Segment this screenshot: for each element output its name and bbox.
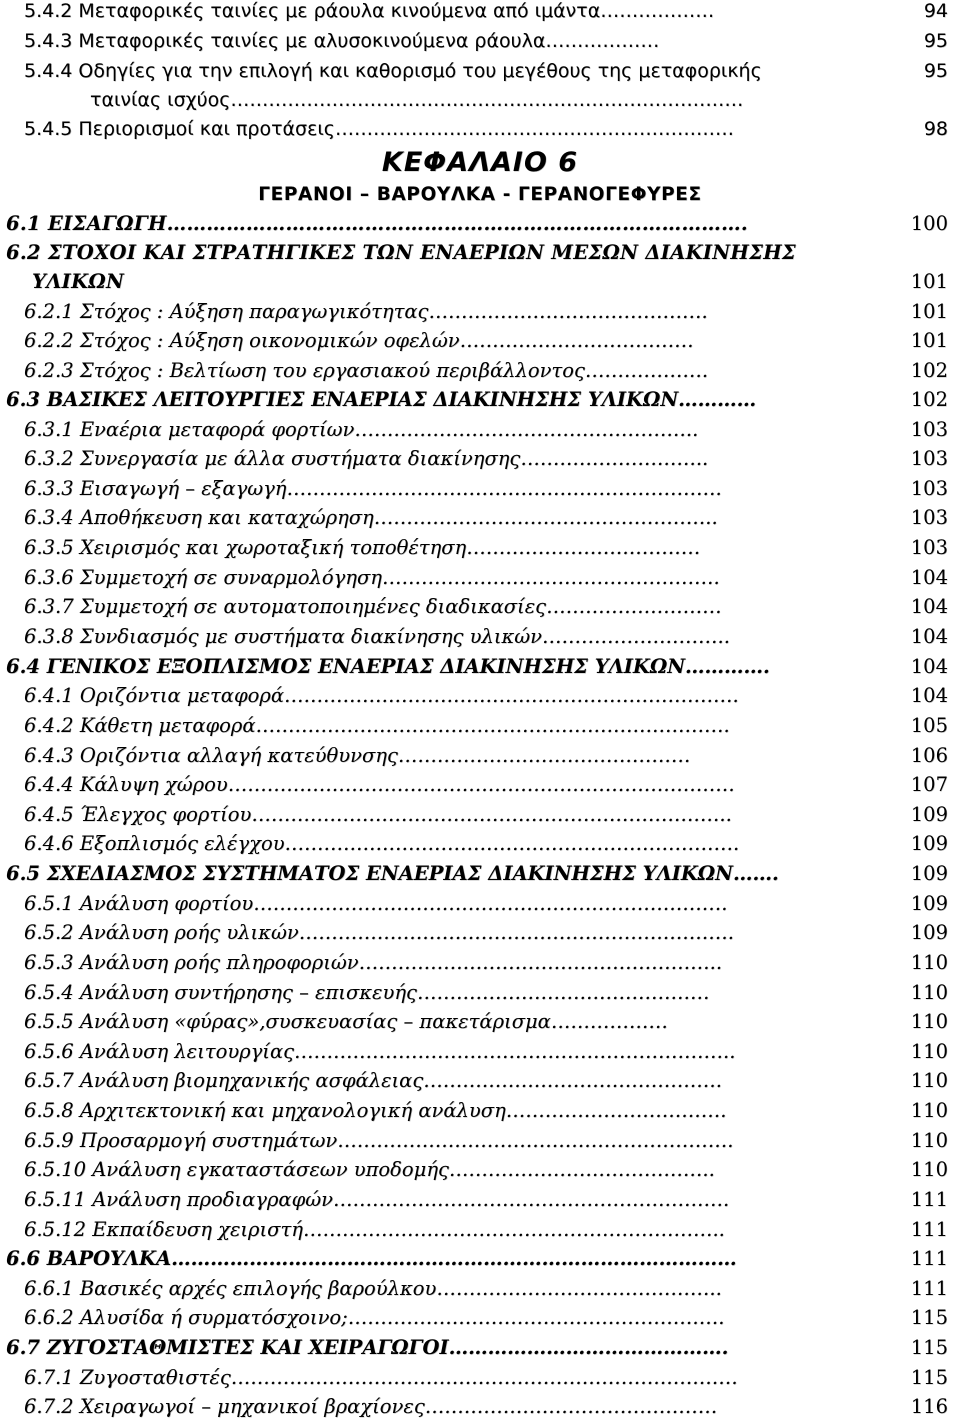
chapter-title: ΚΕΦΑΛΑΙΟ 6 bbox=[381, 147, 579, 178]
toc-entry-text: 6.5.11 Ανάλυση προδιαγραφών……………………………………………………. bbox=[24, 1188, 730, 1211]
toc-page-number: 110 bbox=[910, 1129, 948, 1152]
toc-entry-text: 6.1 ΕΙΣΑΓΩΓΗ……………………………………………………………………………. bbox=[6, 212, 748, 235]
toc-page-number: 104 bbox=[910, 655, 948, 678]
toc-entry bbox=[0, 1274, 960, 1304]
toc-entry-text: 6.3.8 Συνδιασμός με συστήματα διακίνησης υλικών……………………….. bbox=[24, 625, 730, 648]
toc-entry-text: 6.4 ΓΕΝΙΚΟΣ ΕΞΟΠΛΙΣΜΟΣ ΕΝΑΕΡΙΑΣ ΔΙΑΚΙΝΗΣΗΣ ΥΛΙΚΩΝ…………. bbox=[6, 655, 770, 678]
toc-entry-text: 6.5.1 Ανάλυση φορτίου………………………………………………………………. bbox=[24, 892, 728, 915]
toc-entry-text: 5.4.5 Περιορισμοί και προτάσεις……………………………………………………… bbox=[24, 118, 734, 140]
toc-entry bbox=[0, 1096, 960, 1126]
toc-page-number: 111 bbox=[910, 1218, 948, 1241]
toc-entry bbox=[0, 1215, 960, 1245]
toc-page-number: 103 bbox=[910, 447, 948, 470]
toc-entry-text: 6.3.6 Συμμετοχή σε συναρμολόγηση……………………………………………. bbox=[24, 566, 720, 589]
toc-entry bbox=[0, 1363, 960, 1393]
toc-entry bbox=[0, 326, 960, 356]
toc-page-number: 100 bbox=[910, 212, 948, 235]
toc-entry bbox=[0, 297, 960, 327]
toc-page-number: 110 bbox=[910, 1010, 948, 1033]
toc-section bbox=[0, 859, 960, 889]
toc-page-number: 104 bbox=[910, 566, 948, 589]
toc-entry-text: 6.7.2 Χειραγωγοί – μηχανικοί βραχίονες……………………………………… bbox=[24, 1395, 718, 1418]
toc-page-number: 103 bbox=[910, 477, 948, 500]
toc-page-number: 116 bbox=[910, 1395, 948, 1418]
toc-entry-text: 6.5.12 Εκπαίδευση χειριστή……………………………………………………….. bbox=[24, 1218, 725, 1241]
toc-entry-text: 6.4.5 Έλεγχος φορτίου……………………………………………………………….. bbox=[24, 803, 732, 826]
toc-entry-text: 5.4.2 Μεταφορικές ταινίες με ράουλα κινούμενα από ιμάντα……………… bbox=[24, 0, 715, 22]
toc-entry-text: 6.5.7 Ανάλυση βιομηχανικής ασφάλειας………………………………………. bbox=[24, 1069, 722, 1092]
toc-entry-text: 6.4.2 Κάθετη μεταφορά………………………………………………………………. bbox=[24, 714, 730, 737]
toc-entry-text: 6.3.5 Χειρισμός και χωροταξική τοποθέτηση……………………………… bbox=[24, 536, 701, 559]
toc-entry bbox=[0, 829, 960, 859]
toc-page-number: 95 bbox=[923, 30, 948, 52]
toc-entry bbox=[0, 622, 960, 652]
toc-entry-text: 6.2.2 Στόχος : Αύξηση οικονομικών οφελών……………………………… bbox=[24, 329, 694, 352]
toc-entry-text: 6.5.9 Προσαρμογή συστημάτων……………………………………………………. bbox=[24, 1129, 734, 1152]
toc-entry-text: 6.5.6 Ανάλυση λειτουργίας………………………………………………………….. bbox=[24, 1040, 736, 1063]
toc-page-number: 110 bbox=[910, 1069, 948, 1092]
toc-entry bbox=[0, 918, 960, 948]
toc-entry-continuation bbox=[0, 85, 960, 115]
toc-page-number: 104 bbox=[910, 595, 948, 618]
toc-entry bbox=[0, 978, 960, 1008]
toc-page-number: 115 bbox=[910, 1336, 948, 1359]
toc-page-number: 110 bbox=[910, 1040, 948, 1063]
toc-entry bbox=[0, 56, 960, 86]
toc-page-number: 110 bbox=[910, 951, 948, 974]
toc-page-number: 104 bbox=[910, 684, 948, 707]
toc-entry-text: 6.3.3 Εισαγωγή – εξαγωγή…………………………………………………………. bbox=[24, 477, 722, 500]
toc-entry bbox=[0, 563, 960, 593]
toc-page-number: 107 bbox=[910, 773, 948, 796]
toc-page-number: 105 bbox=[910, 714, 948, 737]
toc-entry-text: 6.6 ΒΑΡΟΥΛΚΑ…………………………………………………………………………… bbox=[6, 1247, 737, 1270]
toc-entry-text: 6.2 ΣΤΟΧΟΙ ΚΑΙ ΣΤΡΑΤΗΓΙΚΕΣ ΤΩΝ ΕΝΑΕΡΙΩΝ ΜΕΣΩΝ ΔΙΑΚΙΝΗΣΗΣ bbox=[6, 241, 797, 264]
toc-entry bbox=[0, 889, 960, 919]
toc-section bbox=[0, 209, 960, 239]
toc-entry-text: 6.6.2 Αλυσίδα ή συρματόσχοινο;…………………………………………………. bbox=[24, 1306, 725, 1329]
toc-entry-text: 6.4.6 Εξοπλισμός ελέγχου……………………………………………………………. bbox=[24, 832, 740, 855]
toc-page-number: 111 bbox=[910, 1188, 948, 1211]
toc-entry bbox=[0, 1185, 960, 1215]
toc-section-continuation bbox=[0, 267, 960, 297]
toc-page-number: 104 bbox=[910, 625, 948, 648]
toc-entry bbox=[0, 1303, 960, 1333]
toc-entry bbox=[0, 26, 960, 56]
toc-section bbox=[0, 238, 960, 268]
toc-page-number: 101 bbox=[910, 300, 948, 323]
toc-entry bbox=[0, 444, 960, 474]
toc-entry-text: 6.3.2 Συνεργασία με άλλα συστήματα διακίνησης……………………….. bbox=[24, 447, 709, 470]
toc-entry-text: 6.5 ΣΧΕΔΙΑΣΜΟΣ ΣΥΣΤΗΜΑΤΟΣ ΕΝΑΕΡΙΑΣ ΔΙΑΚΙΝΗΣΗΣ ΥΛΙΚΩΝ……. bbox=[6, 862, 779, 885]
toc-page-number: 110 bbox=[910, 1099, 948, 1122]
toc-entry bbox=[0, 1066, 960, 1096]
toc-entry-text: 6.2.1 Στόχος : Αύξηση παραγωγικότητας……………………………………. bbox=[24, 300, 708, 323]
toc-entry bbox=[0, 948, 960, 978]
toc-entry-text: 6.7.1 Ζυγοσταθιστές…………………………………………………………………… bbox=[24, 1366, 738, 1389]
toc-entry-text: 6.4.3 Οριζόντια αλλαγή κατεύθυνσης……………………………………… bbox=[24, 744, 691, 767]
toc-entry bbox=[0, 1037, 960, 1067]
toc-page-number: 103 bbox=[910, 418, 948, 441]
toc-section bbox=[0, 652, 960, 682]
toc-page-number: 103 bbox=[910, 506, 948, 529]
toc-entry bbox=[0, 681, 960, 711]
toc-section bbox=[0, 1333, 960, 1363]
toc-entry bbox=[0, 474, 960, 504]
toc-entry-text: 6.5.4 Ανάλυση συντήρησης – επισκευής……………………………………… bbox=[24, 981, 710, 1004]
toc-entry-text: ΥΛΙΚΩΝ bbox=[32, 270, 125, 293]
toc-entry bbox=[0, 114, 960, 144]
toc-entry-text: 6.3.1 Εναέρια μεταφορά φορτίων…………………………………………….. bbox=[24, 418, 699, 441]
toc-entry bbox=[0, 800, 960, 830]
toc-entry-text: 6.2.3 Στόχος : Βελτίωση του εργασιακού περιβάλλοντος………………. bbox=[24, 359, 709, 382]
toc-entry-text: 6.6.1 Βασικές αρχές επιλογής βαρούλκου…………………………………….. bbox=[24, 1277, 722, 1300]
toc-page-number: 101 bbox=[910, 329, 948, 352]
toc-page-number: 102 bbox=[910, 388, 948, 411]
toc-page-number: 109 bbox=[910, 862, 948, 885]
toc-entry-text: 6.3.4 Αποθήκευση και καταχώρηση…………………………………………….. bbox=[24, 506, 718, 529]
toc-entry bbox=[0, 415, 960, 445]
toc-entry-text: 6.4.4 Κάλυψη χώρου…………………………………………………………………… bbox=[24, 773, 735, 796]
toc-page-number: 106 bbox=[910, 744, 948, 767]
toc-page-number: 109 bbox=[910, 832, 948, 855]
toc-page-number: 109 bbox=[910, 803, 948, 826]
toc-page-number: 102 bbox=[910, 359, 948, 382]
toc-entry-text: 6.4.1 Οριζόντια μεταφορά……………………………………………………………. bbox=[24, 684, 739, 707]
toc-entry bbox=[0, 1155, 960, 1185]
toc-section bbox=[0, 385, 960, 415]
toc-entry-text: 6.5.2 Ανάλυση ροής υλικών…………………………………………………………. bbox=[24, 921, 734, 944]
toc-page-number: 115 bbox=[910, 1306, 948, 1329]
toc-entry-text: 6.5.10 Ανάλυση εγκαταστάσεων υποδομής………………………………….. bbox=[24, 1158, 715, 1181]
toc-entry bbox=[0, 1007, 960, 1037]
toc-page-number: 103 bbox=[910, 536, 948, 559]
toc-entry bbox=[0, 533, 960, 563]
chapter-subtitle: ΓΕΡΑΝΟΙ – ΒΑΡΟΥΛΚΑ - ΓΕΡΑΝΟΓΕΦΥΡΕΣ bbox=[258, 184, 702, 205]
toc-page-number: 109 bbox=[910, 921, 948, 944]
toc-entry bbox=[0, 1126, 960, 1156]
toc-entry-text: ταινίας ισχύος……………………………………………………………………… bbox=[90, 89, 744, 111]
toc-entry-text: 6.5.5 Ανάλυση «φύρας»,συσκευασίας – πακετάρισμα……………… bbox=[24, 1010, 668, 1033]
toc-entry-text: 6.5.8 Αρχιτεκτονική και μηχανολογική ανάλυση……………………………. bbox=[24, 1099, 727, 1122]
toc-page-number: 109 bbox=[910, 892, 948, 915]
toc-page-number: 115 bbox=[910, 1366, 948, 1389]
toc-entry-text: 6.3.7 Συμμετοχή σε αυτοματοποιημένες διαδικασίες……………………… bbox=[24, 595, 722, 618]
toc-entry bbox=[0, 1392, 960, 1422]
toc-section bbox=[0, 1244, 960, 1274]
toc-page-number: 101 bbox=[910, 270, 948, 293]
toc-page-number: 110 bbox=[910, 1158, 948, 1181]
toc-page-number: 98 bbox=[923, 118, 948, 140]
toc-page-number: 111 bbox=[910, 1277, 948, 1300]
toc-entry bbox=[0, 770, 960, 800]
toc-page-number: 111 bbox=[910, 1247, 948, 1270]
toc-entry bbox=[0, 711, 960, 741]
toc-entry-text: 6.3 ΒΑΣΙΚΕΣ ΛΕΙΤΟΥΡΓΙΕΣ ΕΝΑΕΡΙΑΣ ΔΙΑΚΙΝΗΣΗΣ ΥΛΙΚΩΝ………… bbox=[6, 388, 757, 411]
toc-entry bbox=[0, 356, 960, 386]
toc-entry-text: 5.4.3 Μεταφορικές ταινίες με αλυσοκινούμενα ράουλα……………… bbox=[24, 30, 660, 52]
toc-page-number: 110 bbox=[910, 981, 948, 1004]
toc-entry-text: 6.5.3 Ανάλυση ροής πληροφοριών……………………………………………….. bbox=[24, 951, 723, 974]
toc-entry-text: 5.4.4 Οδηγίες για την επιλογή και καθορισμό του μεγέθους της μεταφορικής bbox=[24, 60, 762, 82]
toc-entry bbox=[0, 0, 960, 26]
toc-entry-text: 6.7 ΖΥΓΟΣΤΑΘΜΙΣΤΕΣ ΚΑΙ ΧΕΙΡΑΓΩΓΟΙ……………………………………. bbox=[6, 1336, 729, 1359]
toc-page-number: 95 bbox=[923, 60, 948, 82]
toc-entry bbox=[0, 592, 960, 622]
toc-page-number: 94 bbox=[923, 0, 948, 22]
toc-entry bbox=[0, 503, 960, 533]
toc-entry bbox=[0, 741, 960, 771]
